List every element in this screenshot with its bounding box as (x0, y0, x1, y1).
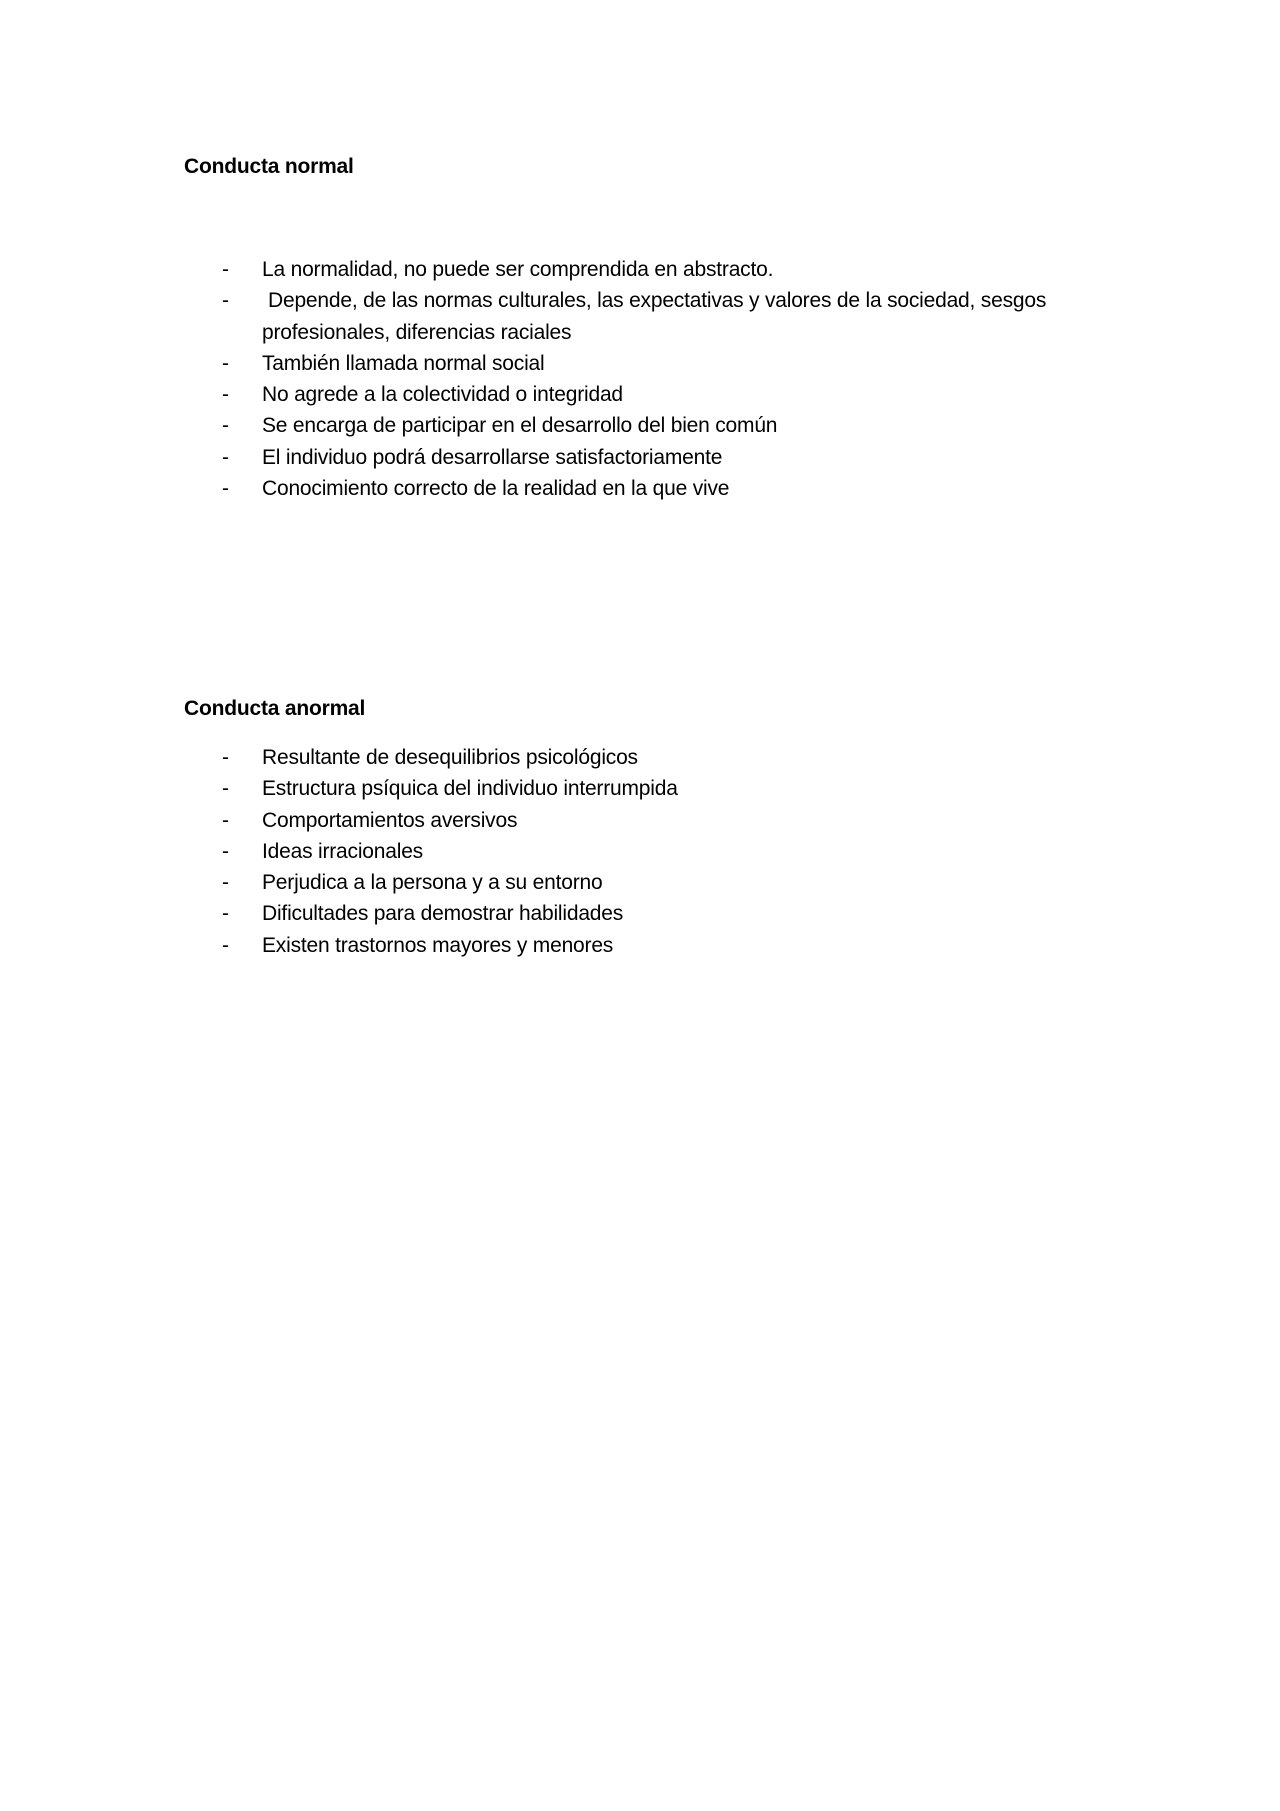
dash-bullet: - (222, 258, 229, 281)
list-item-text: Conocimiento correcto de la realidad en la que vive (262, 477, 730, 501)
bullet-list (184, 254, 1084, 504)
section-conducta-normal (184, 152, 1084, 504)
list-item-text: Dificultades para demostrar habilidades (262, 902, 624, 926)
section-heading: Conducta anormal (184, 697, 366, 720)
bullet-list (184, 742, 1084, 961)
list-item (184, 285, 1084, 348)
list-item-text: El individuo podrá desarrollarse satisfactoriamente (262, 445, 723, 469)
list-item (184, 773, 1084, 804)
dash-bullet: - (222, 477, 229, 501)
dash-bullet: - (222, 445, 229, 469)
dash-bullet: - (222, 839, 229, 863)
dash-bullet: - (222, 871, 229, 895)
dash-bullet: - (222, 289, 229, 313)
list-item (184, 348, 1084, 379)
dash-bullet: - (222, 808, 229, 832)
list-item (184, 442, 1084, 473)
list-item-text: Depende, de las normas culturales, las expectativas y valores de la sociedad, sesgos profesionales, diferencias raciales (262, 289, 1047, 344)
list-item (184, 473, 1084, 504)
list-item (184, 410, 1084, 441)
dash-bullet: - (222, 777, 229, 801)
list-item-text: Existen trastornos mayores y menores (262, 933, 614, 957)
list-item (184, 836, 1084, 867)
list-item-text: Se encarga de participar en el desarrollo del bien común (262, 414, 778, 438)
dash-bullet: - (222, 746, 229, 769)
list-item (184, 930, 1084, 961)
list-item (184, 379, 1084, 410)
list-item-text: Ideas irracionales (262, 839, 423, 863)
list-item (184, 805, 1084, 836)
dash-bullet: - (222, 902, 229, 926)
section-heading: Conducta normal (184, 155, 354, 178)
list-item-text: Comportamientos aversivos (262, 808, 518, 832)
dash-bullet: - (222, 351, 229, 375)
list-item (184, 254, 1084, 285)
list-item-text: Resultante de desequilibrios psicológicos (262, 746, 638, 769)
dash-bullet: - (222, 414, 229, 438)
list-item-text: También llamada normal social (262, 351, 545, 375)
list-item-text: La normalidad, no puede ser comprendida en abstracto. (262, 258, 774, 281)
section-conducta-anormal (184, 694, 1084, 961)
list-item (184, 867, 1084, 898)
dash-bullet: - (222, 933, 229, 957)
list-item (184, 898, 1084, 929)
dash-bullet: - (222, 383, 229, 407)
list-item-text: Estructura psíquica del individuo interrumpida (262, 777, 678, 801)
list-item-text: Perjudica a la persona y a su entorno (262, 871, 603, 895)
list-item (184, 742, 1084, 773)
list-item-text: No agrede a la colectividad o integridad (262, 383, 623, 407)
